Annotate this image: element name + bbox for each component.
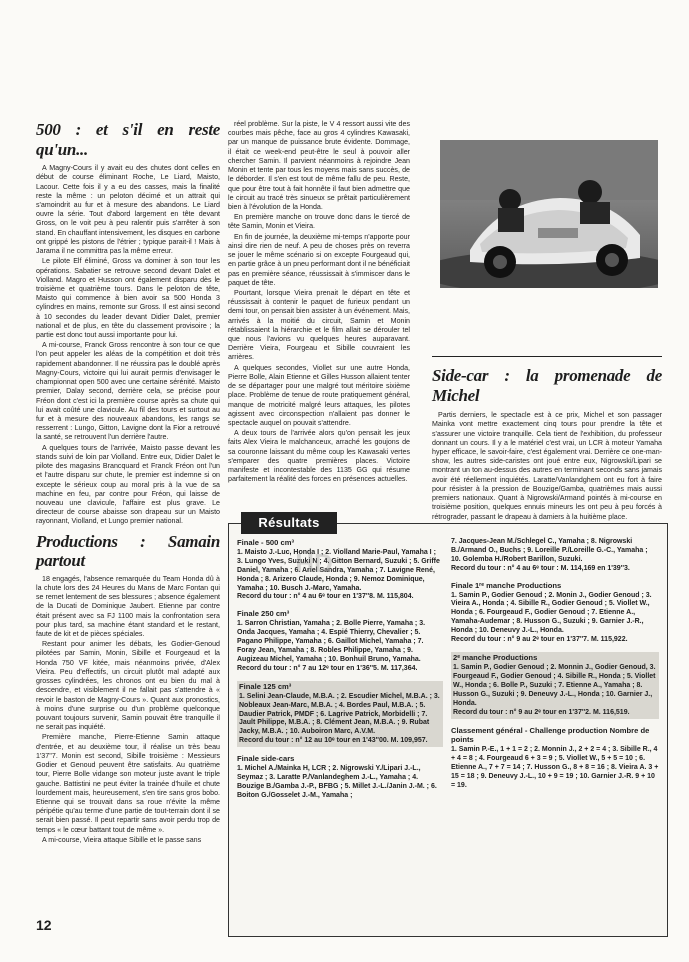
- result-title: Finale 125 cm³: [239, 681, 292, 691]
- result-lines: 1. Sarron Christian, Yamaha ; 2. Bolle Pierre, Yamaha ; 3. Onda Jacques, Yamaha ; 4. Espié Thierry, Chevalier ; 5. Pagano Philippe, Yamaha ; 6. Gaillot Michel, Yamaha ; 7. Foray Jean, Yamaha ; 8. Robles Philippe, Yamaha ; 9. Augizeau Michel, Yamaha ; 10. Bonhuil Bruno, Yamaha.: [237, 620, 426, 663]
- result-title: Classement général - Challenge production Nombre de points: [451, 725, 650, 745]
- article-500-paragraph: A Magny-Cours il y avait eu des chutes dont celles en début de course éliminant Roche, Le Liard, Maisto, Lacour. Cette fois il y a eu des casses, mais la finalité reste la même : un peloton décimé et un attrait qui s'amoindrit au fur et à mesure des abandons. Le Liard ouvre la série. Tout d'abord largement en tête devant Gross, on le voit peu à peu ralentir puis s'arrêter à son stand. En chauffant intensivement, les disques en carbone ont grippé les pistons de l'étrier ; typique parait-il ! Mais à Jarama il ne committra pas la même erreur.: [36, 164, 220, 256]
- column-right: [432, 366, 662, 542]
- article-sidecar-paragraph: Partis derniers, le spectacle est à ce prix, Michel et son passager Mainka vont mettre exactement cinq tours pour prendre la tête et s'assurer une victoire tranquille. Cela tient de l'exhibition, du professeur donnant un cours. Il y a le matériel c'est vrai, un LCR à moteur Yamaha hyper efficace, le savoir-faire, c'est également vrai. Derrière ce one-man-show, les autres side-caristes ont joué entre eux, Nigrowski/Lipari se montrant un ton au-dessus des autres en terminant seconds sans jamais avoir été réellement inquiétés. Laratte/Vanlandghem ont eu fort à faire pour résister à la pression de Bouzige/Gamba, quatrièmes mais aussi premiers nationaux. Quant à Nigrowski/Armand pointés à mi-course en troisième position, quelques ennuis mineurs les ont peu à peu forcés à rétrograder, passant le drapeau à damiers à la huitième place.: [432, 411, 662, 521]
- article-continued-paragraph: Pourtant, lorsque Vieira prenait le départ en tête et réussissait à contenir le paquet de furieux pendant un demi tour, on pensait bien assister à un événement. Mais, arrivés à la moitié du circuit, Samin et Monin rétablissaient la hiérarchie et le film allait se dérouler tel que nous l'avions vu quelques heures auparavant. Derrière Vieira, Fourgeau et Sibille couvraient les arrières.: [228, 288, 410, 362]
- article-500-paragraph: A quelques tours de l'arrivée, Maisto passe devant les stands suivi de loin par Violland. Entre eux, Didier Dalet le pilote des magasins Brancquard et Franck Fréon ont l'un et l'autre disparu sur chute, le premier est indemne si on excepte le sérieux coup au moral pris à la vue de sa machine en feu, par contre pour Fréon, qui laisse de nouveau une clavicule, l'affaire est plus grave. Le directeur de course abaisse son drapeau sur un Maisto rayonnant, Violland, et Lungo premier national.: [36, 443, 220, 526]
- result-lines: 1. Samin P.-E., 1 + 1 = 2 ; 2. Monnin J., 2 + 2 = 4 ; 3. Sibille R., 4 + 4 = 8 ; 4. Fourgeaud 6 + 3 = 9 ; 5. Viollet W., 5 + 5 = 10 ; 6. Etienne A., 7 + 7 = 14 ; 7. Husson G., 8 + 8 = 16 ; 8. Vieira A. 3 + 15 = 18 ; 9. Deneuvy J.-L., 10 + 9 = 19 ; 10. Garnier J.-R. 9 + 10 = 19.: [451, 746, 659, 789]
- column-left: [36, 120, 220, 846]
- article-productions-paragraph: 18 engagés, l'absence remarquée du Team Honda dû à la chute lors des 24 Heures du Mans de Marc Fontan qui se remet lentement de ses blessures ; absence également de la Ducati de Dominique Jaubert. Etienne par contre était présent avec sa FJ 1100 mais la confrontation sera pour plus tard, sa machine étant standard et le restant, faute de kit et de pièces spéciales.: [36, 574, 220, 639]
- article-continued-paragraph: A deux tours de l'arrivée alors qu'on pensait les jeux faits Alex Vieira le malchanceux, arraché les goujons de sa couronne laissant du même coup les Kawasaki vertes s'emparer des quatre premières places. Victoire manifeste et incontestable des 1135 GG qui résume parfaitement la réalité des forces en présences actuelles.: [228, 429, 410, 484]
- result-block: [237, 681, 443, 747]
- result-title: Finale 1ʳᵉ manche Productions: [451, 580, 562, 590]
- article-productions-paragraph: Restant pour animer les débats, les Godier-Genoud pilotées par Samin, Monin, Sibille et Fourgeaud et la Honda 750 VF kitée, mais néanmoins privée, d'Alex Vieira. Peu d'effectifs, un circuit plutôt mal adapté aux grosses cylindrées, les chronos ont eu bien du mal à descendre, et visiblement il ne fallait pas s'attendre à « revoir le baston de Magny-Cours ». Quant aux pronostics, à moins d'une surprise ou d'un problème quelconque pouvant toujours survenir, Samin pouvait être tranquille il ne serait pas inquiété.: [36, 640, 220, 732]
- result-record: Record du tour : n° 4 au 6ᵉ tour : M. 114,169 en 1'39''3.: [451, 564, 630, 572]
- article-500-title: 500 : et s'il en reste qu'un...: [36, 120, 220, 159]
- article-productions-paragraph: A mi-course, Vieira attaque Sibille et le passe sans: [42, 835, 202, 844]
- result-record: Record du tour : n° 9 au 2ᵉ tour en 1'37''7. M. 115,922.: [451, 636, 628, 644]
- article-sidecar-title: Side-car : la promenade de Michel: [432, 366, 662, 405]
- result-record: Record du tour : n° 4 au 6ᵉ tour en 1'37''8. M. 115,804.: [237, 593, 414, 601]
- page-number: 12: [36, 917, 52, 933]
- result-record: Record du tour : n° 12 au 10ᵉ tour en 1'43''00. M. 109,957.: [239, 737, 428, 745]
- result-block: [451, 726, 659, 791]
- article-continued-paragraph: En première manche on trouve donc dans le tiercé de tête Samin, Monin et Vieira.: [228, 213, 410, 231]
- watermark: HD: [295, 548, 333, 578]
- article-continued-paragraph: A quelques secondes, Viollet sur une autre Honda, Pierre Bolle, Alain Etienne et Gilles Husson allaient tenter de se départager pour une malgré tout méritoire sixième place. Problème de tenue de route pratiquement général, manque de motricité malgré leurs attaques, les pilotes agissent avec circonspection n'allaient pas donner le spectacle auquel on pouvait s'attendre.: [228, 363, 410, 427]
- result-block: [451, 581, 659, 645]
- column-divider: [432, 356, 662, 357]
- result-block: [237, 754, 443, 801]
- result-lines: 7. Jacques-Jean M./Schlegel C., Yamaha ; 8. Nigrowski B./Armand O., Buchs ; 9. Loreille P./Loreille G.-C., Yamaha ; 10. Golemba H./Robert Barillon, Suzuki.: [451, 538, 648, 563]
- article-productions-title: Productions : Samain partout: [36, 531, 220, 571]
- results-column-right: [451, 538, 659, 798]
- column-middle: [228, 120, 410, 486]
- result-lines: 1. Samin P., Godier Genoud ; 2. Monin J., Godier Genoud ; 3. Vieira A., Honda ; 4. Sibille R., Godier Genoud ; 5. Viollet W., Honda ; 6. Fourgeaud F., Godier Genoud ; 7. Etienne A., Yamaha-Audemar ; 8. Husson G., Suzuki ; 9. Garnier J.-R., Honda ; 10. Deneuvy J.-L., Honda.: [451, 591, 652, 635]
- result-title: Finale 250 cm³: [237, 609, 290, 619]
- result-lines: 1. Maisto J.-Luc, Honda I ; 2. Violland Marie-Paul, Yamaha I ; 3. Lungo Yves, Suzuki N ; 4. Gitton Bernard, Suzuki ; 5. Griffe Daniel, Yamaha ; 6. Ariel Sandra, Yamaha ; 7. Lavigne René, Honda ; 8. Arizero Claude, Honda ; 9. Nemoz Dominique, Yamaha ; 10. Busch J.-Marc, Yamaha.: [237, 548, 440, 592]
- result-title: 2ᵉ manche Productions: [453, 653, 538, 663]
- result-lines: 1. Selini Jean-Claude, M.B.A. ; 2. Escudier Michel, M.B.A. ; 3. Nobleaux Jean-Marc, M.B.A. ; 4. Bordes Paul, M.B.A. ; 5. Daudier Patrick, PMDF ; 6. Lagrive Patrick, Morbidelli ; 7. Jault Philippe, M.B.A. ; 8. Clément Jean, M.B.A. ; 9. Rubat Jacky, M.B.A. ; 10. Auboiron Marc, A.V.M.: [239, 692, 440, 736]
- result-record: Record du tour : n° 7 au 12ᵉ tour en 1'36''5. M. 117,364.: [237, 664, 418, 672]
- article-continued-paragraph: réel problème. Sur la piste, le V 4 ressort aussi vite des courbes mais pêche, face au gros 4 cylindres Kawasaki, par un manque de puissance brute évidente. Dommage, il était ce week-end peut-être le seul à pouvoir aller chercher Samin. Il parvient néanmoins à rejoindre Jean Monin et tente par tous les moyens mais sans succès, de le déborder. Il s'en est tout de même fallu de peu. Reste, que pour être tout à fait honnête il faut bien admettre que le circuit au tracé très sinueux se prêtait particulièrement bien à l'évolution de la Honda.: [228, 120, 410, 211]
- sidecar-racing-photo: [440, 140, 658, 288]
- results-banner: Résultats: [241, 512, 337, 534]
- article-500-paragraph: A mi-course, Franck Gross rencontre à son tour ce que l'on peut appeler les aléas de la compétition et doit très rapidement abandonner. Il ne réussira pas le doublé après Magny-Cours, victoire qui lui aurait permis d'envisager le championnat open 500 avec une certaine sérénité. Maisto premier, Dalay second, derrière cela, se précise pour Fréon dont c'est ici la première course après sa chute qui lui avait coûté une clavicule. Au fil des tours et surtout au fur et à mesure des nouveaux abandons, les rangs se resserrent : Lungo, Gitton, Lavigne dont la Fior a retrouvé la santé, se retrouvent l'un derrière l'autre.: [36, 341, 220, 442]
- sidecar-photo-icon: [440, 140, 658, 288]
- result-block: [237, 609, 443, 673]
- result-title: Finale side-cars: [237, 754, 295, 764]
- result-title: Finale - 500 cm³: [237, 538, 294, 547]
- article-productions-paragraph: Première manche, Pierre-Etienne Samin attaque d'entrée, et au deuxième tour, il réalise un très beau 1'37''7. Monin est second, Sibille troisième : Messieurs Godier et Genoud peuvent être satisfaits. Au quatrième tour, Pierre Bolle vidange son moteur juste avant le triple gauche. Battistini ne peut éviter la trainée d'huile et chute lourdement mais, heureusement, s'en tire sans gros bobo. Etienne qui se trouvait dans sa roue n'évite la même péripétie qu'au terme d'une partie de tout-terrain dont il se serait bien passé. Il peut repartir sans avoir perdu trop de temps « le cœur battant tout de même ».: [36, 733, 220, 834]
- result-lines: 1. Michel A./Mainka H, LCR ; 2. Nigrowski Y./Lipari J.-L., Seymaz ; 3. Laratte P./Vanlandeghem J.-L., Yamaha ; 4. Bouzige B./Gamba J.-P., BFBG ; 5. Millet J.-L./Janin J.-M. ; 6. Boiton G./Gosselet J.-M., Yamaha ;: [237, 765, 437, 799]
- result-block: [451, 538, 659, 574]
- article-500-paragraph: Le pilote Elf éliminé, Gross va dominer à son tour les opérations. Sabatier se retrouve second devant Dalet et Violland. Magro et Husson ont également disparu dès le troisième et quatrième tours. Dans le peloton de tête, Maisto qui commence à bien avoir sa 500 Honda 3 cylindres en mains, remonte sur Gross. Il est ainsi second à 10 secondes du leader devant Didier Dalet, premier national et de plus, en tête du classement provisoire ; la partie est donc tout aussi importante pour lui.: [36, 257, 220, 340]
- result-block: [451, 652, 659, 718]
- result-record: Record du tour : n° 9 au 2ᵉ tour en 1'37''2. M. 116,519.: [453, 708, 630, 716]
- article-continued-paragraph: En fin de journée, la deuxième mi-temps n'apporte pour ainsi dire rien de neuf. A peu de choses près on reverra se jouer le même scénario si on excepte Fourgeaud qui, en partie grâce à un pneu performant dont il ne bénéficiait pas en première séance, réussissait à s'immiscer dans le paquet de tête.: [228, 232, 410, 287]
- result-lines: 1. Samin P., Godier Genoud ; 2. Monnin J., Godier Genoud, 3. Fourgeaud F., Godier Genoud ; 4. Sibille R., Honda ; 5. Viollet W., Honda ; 6. Bolle P., Suzuki ; 7. Etienne A., Yamaha ; 8. Husson G., Suzuki ; 9. Deneuvy J.-L., Honda ; 10. Garnier J., Honda.: [453, 663, 656, 707]
